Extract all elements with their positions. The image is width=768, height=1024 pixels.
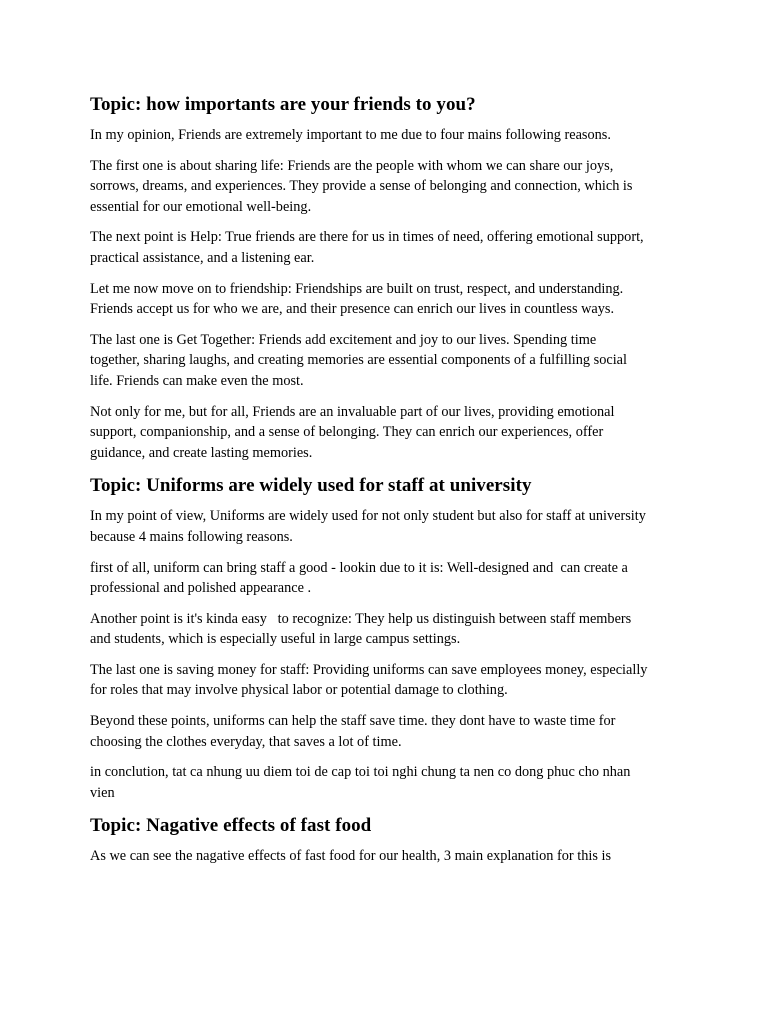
paragraph: Beyond these points, uniforms can help the staff save time. they dont have to waste time for choosing the clothes everyday, that saves a lot of time. (90, 713, 616, 750)
section-heading: Topic: Nagative effects of fast food (90, 815, 372, 837)
topic-section-uniforms (90, 473, 690, 803)
paragraph: The first one is about sharing life: Friends are the people with whom we can share our joys, sorrows, dreams, and experiences. They provide a sense of belonging and connection, which is essential for our emotional well-being. (90, 157, 633, 215)
paragraph: As we can see the nagative effects of fast food for our health, 3 main explanation for this is (90, 848, 612, 865)
section-heading: Topic: Uniforms are widely used for staff at university (90, 475, 532, 497)
paragraph: The next point is Help: True friends are there for us in times of need, offering emotional support, practical assistance, and a listening ear. (90, 229, 644, 266)
paragraph: In my opinion, Friends are extremely important to me due to four mains following reasons. (90, 127, 611, 143)
paragraph: Let me now move on to friendship: Friendships are built on trust, respect, and understanding. Friends accept us for who we are, and their presence can enrich our lives in countless ways. (90, 280, 624, 318)
topic-section-fast-food (90, 813, 690, 867)
paragraph: The last one is Get Together: Friends add excitement and joy to our lives. Spending time together, sharing laughs, and creating memories are essential components of a fulfilling social life. Friends can make even the most. (90, 331, 627, 389)
paragraph: Not only for me, but for all, Friends are an invaluable part of our lives, providing emotional support, companionship, and a sense of belonging. They can enrich our experiences, offer guidance, and create lasting memories. (90, 403, 615, 461)
paragraph: in conclution, tat ca nhung uu diem toi de cap toi toi nghi chung ta nen co dong phuc cho nhan vien (90, 764, 631, 801)
topic-section-friends (90, 92, 690, 463)
paragraph: In my point of view, Uniforms are widely used for not only student but also for staff at university because 4 mains following reasons. (90, 508, 646, 545)
paragraph: Another point is it's kinda easy to recognize: They help us distinguish between staff members and students, which is especially useful in large campus settings. (90, 610, 632, 648)
paragraph: The last one is saving money for staff: Providing uniforms can save employees money, especially for roles that may involve physical labor or potential damage to clothing. (90, 661, 648, 699)
document-page (90, 92, 690, 877)
paragraph: first of all, uniform can bring staff a good - lookin due to it is: Well-designed and can create a professional and polished appearance . (90, 559, 628, 597)
section-heading: Topic: how importants are your friends to you? (90, 94, 476, 115)
